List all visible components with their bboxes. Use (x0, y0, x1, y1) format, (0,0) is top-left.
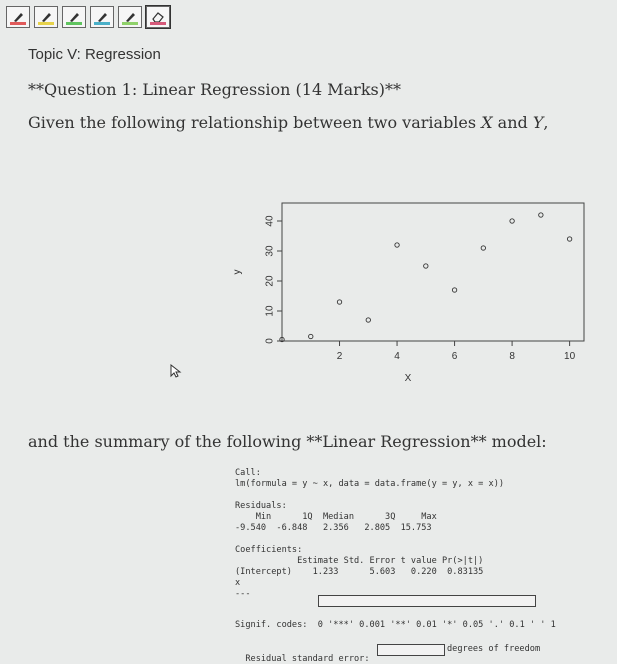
data-point (539, 213, 543, 217)
coef-x-answer-field[interactable] (318, 595, 536, 607)
scatter-plot (220, 185, 600, 415)
x-tick-label: 8 (509, 351, 515, 362)
x-tick-label: 6 (451, 351, 458, 362)
color-swatch (66, 22, 82, 25)
question-intro (28, 113, 549, 132)
data-point (395, 243, 399, 247)
x-tick-label: 2 (336, 351, 343, 362)
y-tick-label: 10 (264, 305, 276, 317)
data-point (481, 246, 485, 250)
y-tick-label: 40 (264, 215, 276, 227)
r-summary-output (235, 468, 504, 600)
summary-intro: and the summary of the following **Linear Regression** model: (28, 432, 547, 451)
residual-se-row (235, 644, 370, 664)
color-swatch (94, 22, 110, 25)
color-swatch (122, 22, 138, 25)
x-tick-label: 10 (564, 351, 576, 362)
data-point (337, 300, 341, 304)
data-point (309, 334, 313, 338)
intro-suffix: , (543, 113, 549, 132)
data-point (424, 264, 428, 268)
pen-green-tool[interactable] (62, 6, 86, 28)
x-tick-label: 4 (394, 351, 400, 362)
residual-df-label: degrees of freedom (447, 644, 541, 654)
var-x: X (481, 113, 493, 132)
question-title: **Question 1: Linear Regression (14 Marks)** (28, 80, 401, 99)
residuals-values: -9.540 -6.848 2.356 2.805 15.753 (235, 523, 432, 533)
residuals-labels: Min 1Q Median 3Q Max (235, 512, 437, 522)
intro-and: and (492, 113, 533, 132)
color-swatch (150, 22, 166, 25)
plot-frame (282, 203, 584, 341)
topic-heading: Topic V: Regression (28, 46, 161, 63)
annotation-toolbar (6, 6, 170, 28)
data-point (366, 318, 370, 322)
data-point (510, 219, 514, 223)
residual-se-answer-field[interactable] (377, 644, 445, 656)
data-point (567, 237, 571, 241)
color-swatch (38, 22, 54, 25)
coef-intercept-row: (Intercept) 1.233 5.603 0.220 0.83135 (235, 567, 484, 577)
coefficients-header: Coefficients: (235, 545, 303, 555)
coef-header-row: Estimate Std. Error t value Pr(>|t|) (235, 556, 484, 566)
color-swatch (10, 22, 26, 25)
residual-se-label: Residual standard error: (245, 654, 370, 664)
var-y: Y (532, 113, 544, 132)
signif-codes: Signif. codes: 0 '***' 0.001 '**' 0.01 '*' 0.05 '.' 0.1 ' ' 1 (235, 620, 556, 630)
pen-lime-tool[interactable] (118, 6, 142, 28)
mouse-cursor-icon (170, 363, 182, 382)
y-tick-label: 20 (264, 275, 276, 287)
y-axis-label: y (232, 269, 243, 275)
intro-prefix: Given the following relationship between two variables (28, 113, 482, 132)
y-tick-label: 0 (264, 338, 276, 344)
call-header: Call: (235, 468, 261, 478)
eraser-tool[interactable] (146, 6, 170, 28)
pen-teal-tool[interactable] (90, 6, 114, 28)
residuals-header: Residuals: (235, 501, 287, 511)
x-axis-label: X (404, 373, 412, 384)
pen-yellow-tool[interactable] (34, 6, 58, 28)
pen-red-tool[interactable] (6, 6, 30, 28)
y-tick-label: 30 (264, 245, 276, 257)
coef-x-row: x (235, 578, 241, 588)
data-point (452, 288, 456, 292)
call-line: lm(formula = y ~ x, data = data.frame(y = y, x = x)) (235, 479, 505, 489)
coef-separator: --- (235, 589, 251, 599)
